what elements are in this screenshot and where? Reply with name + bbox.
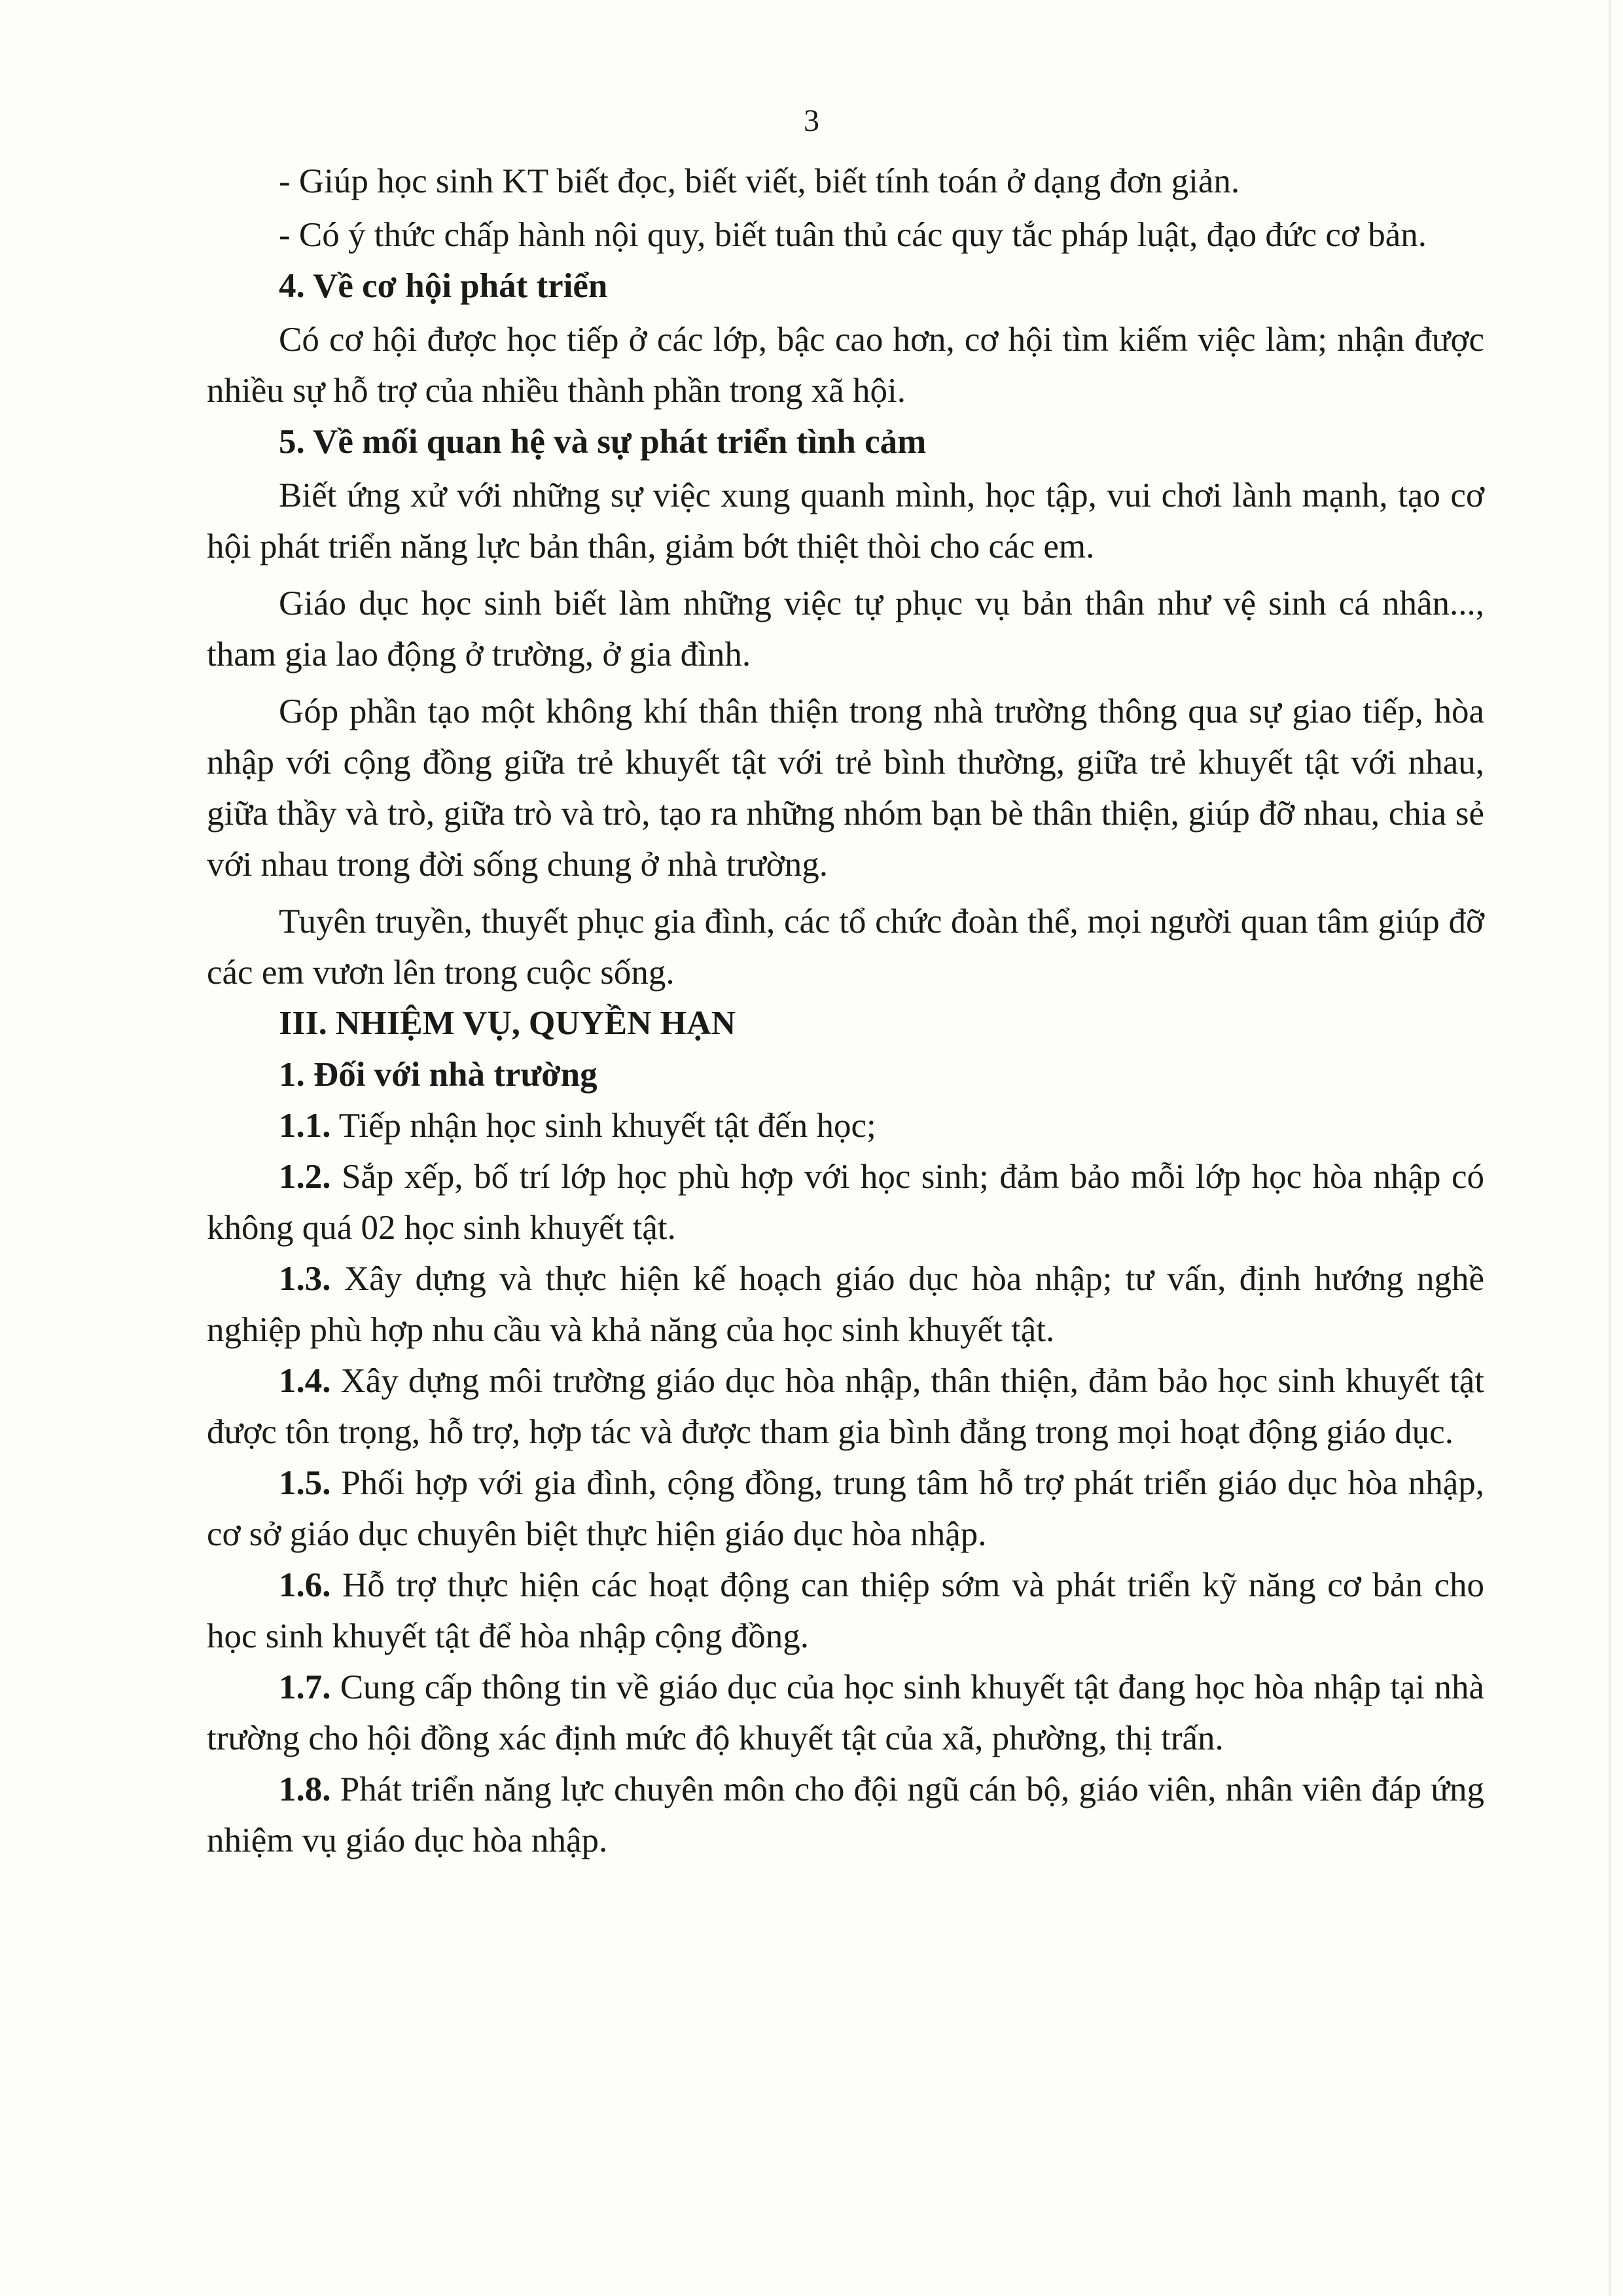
section-iii-heading: III. NHIỆM VỤ, QUYỀN HẠN	[279, 1005, 736, 1042]
document-body	[207, 156, 1484, 1866]
list-item	[207, 1151, 1484, 1253]
item-number: 1.6.	[279, 1566, 331, 1604]
list-item	[207, 1560, 1484, 1662]
item-text: Cung cấp thông tin về giáo dục của học sinh khuyết tật đang học hòa nhập tại nhà trường cho hội đồng xác định mức độ khuyết tật của xã, phường, thị trấn.	[207, 1668, 1484, 1757]
section-5-heading: 5. Về mối quan hệ và sự phát triển tình cảm	[279, 423, 927, 461]
paragraph: Góp phần tạo một không khí thân thiện trong nhà trường thông qua sự giao tiếp, hòa nhập với cộng đồng giữa trẻ khuyết tật với trẻ bình thường, giữa trẻ khuyết tật với nhau, giữa thầy và trò, giữa trò và trò, tạo ra những nhóm bạn bè thân thiện, giúp đỡ nhau, chia sẻ với nhau trong đời sống chung ở nhà trường.	[207, 692, 1484, 884]
paragraph: - Giúp học sinh KT biết đọc, biết viết, biết tính toán ở dạng đơn giản.	[279, 162, 1240, 200]
list-item	[207, 1355, 1484, 1458]
item-text: Phối hợp với gia đình, cộng đồng, trung tâm hỗ trợ phát triển giáo dục hòa nhập, cơ sở giáo dục chuyên biệt thực hiện giáo dục hòa nhập.	[207, 1464, 1484, 1553]
list-item	[207, 1253, 1484, 1355]
item-text: Tiếp nhận học sinh khuyết tật đến học;	[330, 1107, 876, 1145]
list-item	[207, 1100, 1484, 1151]
paragraph: Có cơ hội được học tiếp ở các lớp, bậc cao hơn, cơ hội tìm kiếm việc làm; nhận được nhiều sự hỗ trợ của nhiều thành phần trong xã hội.	[207, 321, 1484, 410]
list-item	[207, 1662, 1484, 1764]
item-text: Xây dựng và thực hiện kế hoạch giáo dục hòa nhập; tư vấn, định hướng nghề nghiệp phù hợp nhu cầu và khả năng của học sinh khuyết tật.	[207, 1260, 1484, 1349]
item-number: 1.8.	[279, 1770, 331, 1808]
paragraph: Biết ứng xử với những sự việc xung quanh mình, học tập, vui chơi lành mạnh, tạo cơ hội phát triển năng lực bản thân, giảm bớt thiệt thòi cho các em.	[207, 476, 1484, 565]
subsection-1-heading: 1. Đối với nhà trường	[279, 1056, 597, 1094]
item-number: 1.5.	[279, 1464, 331, 1502]
list-item	[207, 1458, 1484, 1560]
scan-edge	[1609, 0, 1611, 2296]
item-number: 1.1.	[279, 1107, 331, 1145]
paragraph: Tuyên truyền, thuyết phục gia đình, các tổ chức đoàn thể, mọi người quan tâm giúp đỡ các em vươn lên trong cuộc sống.	[207, 903, 1484, 992]
item-number: 1.7.	[279, 1668, 331, 1706]
section-4-heading: 4. Về cơ hội phát triển	[279, 267, 608, 305]
list-item	[207, 1764, 1484, 1866]
item-number: 1.4.	[279, 1362, 331, 1400]
item-number: 1.2.	[279, 1158, 331, 1196]
item-text: Hỗ trợ thực hiện các hoạt động can thiệp sớm và phát triển kỹ năng cơ bản cho học sinh khuyết tật để hòa nhập cộng đồng.	[207, 1566, 1484, 1655]
item-number: 1.3.	[279, 1260, 331, 1298]
paragraph: Giáo dục học sinh biết làm những việc tự phục vụ bản thân như vệ sinh cá nhân..., tham gia lao động ở trường, ở gia đình.	[207, 584, 1484, 673]
page-number: 3	[804, 103, 819, 138]
item-text: Phát triển năng lực chuyên môn cho đội ngũ cán bộ, giáo viên, nhân viên đáp ứng nhiệm vụ giáo dục hòa nhập.	[207, 1770, 1484, 1859]
item-text: Sắp xếp, bố trí lớp học phù hợp với học sinh; đảm bảo mỗi lớp học hòa nhập có không quá 02 học sinh khuyết tật.	[207, 1158, 1484, 1247]
item-text: Xây dựng môi trường giáo dục hòa nhập, thân thiện, đảm bảo học sinh khuyết tật được tôn trọng, hỗ trợ, hợp tác và được tham gia bình đẳng trong mọi hoạt động giáo dục.	[207, 1362, 1484, 1451]
paragraph: - Có ý thức chấp hành nội quy, biết tuân thủ các quy tắc pháp luật, đạo đức cơ bản.	[279, 216, 1427, 254]
